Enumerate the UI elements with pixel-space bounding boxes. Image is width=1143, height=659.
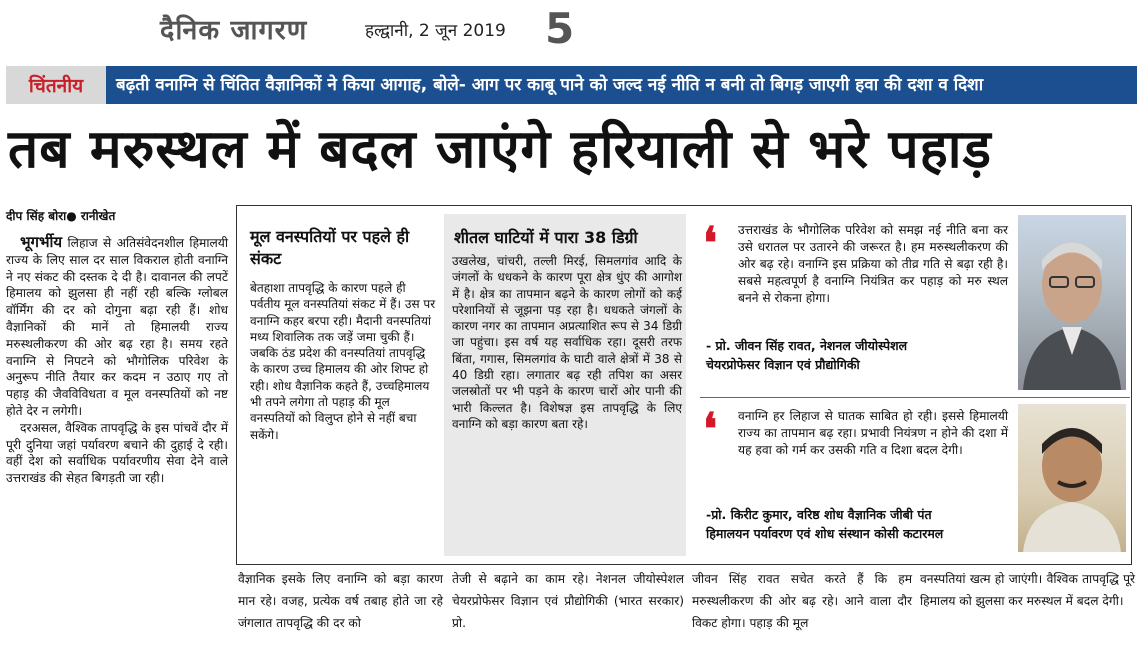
portrait-2-icon bbox=[1018, 404, 1126, 552]
kicker-bar bbox=[6, 66, 1137, 104]
quote1-attribution bbox=[706, 336, 1006, 374]
bottom-column-1: वैज्ञानिक इसके लिए वनाग्नि को बड़ा कारण मान रहे। वजह, प्रत्येक वर्ष तबाह होते जा रहे जंगलात तापवृद्धि की दर को bbox=[238, 572, 443, 630]
quote2-attribution-line1: -प्रो. किरीट कुमार, वरिष्ठ शोध वैज्ञानिक जीबी पंत bbox=[706, 507, 932, 522]
expert-photo-1 bbox=[1018, 215, 1126, 390]
lead-word: भूगर्भीय bbox=[20, 233, 63, 251]
headline: तब मरुस्थल में बदल जाएंगे हरियाली से भरे पहाड़ bbox=[8, 119, 992, 180]
sidebar2-body: उखलेख, चांचरी, तल्ली मिरई, सिमलगांव आदि के जंगलों के धधकने के कारण पूरा क्षेत्र धुंए की आगोश में है। क्षेत्र का तापमान बढ़ने के कारण लोगों को कई परेशानियों से जूझना पड़ रहा है। धधकते जंगलों के कारण नगर का तापमान अप्रत्याशित रूप से 34 डिग्री जा पहुंचा। इस वर्ष यह सर्वाधिक रहा। दूसरी तरफ बिंता, गगास, सिमलगांव के घाटी वाले क्षेत्रों में 38 से 40 डिग्री रहा। लगातार बढ़ रही तपिश का असर जलस्रोतों पर भी पड़ने के कारण चारों ओर पानी की भारी किल्लत है। विशेषज्ञ इस तापवृद्धि के लिए वनाग्नि को बड़ा कारण बता रहे। bbox=[452, 254, 682, 431]
quote2-text: वनाग्नि हर लिहाज से घातक साबित हो रही। इससे हिमालयी राज्य का तापमान बढ़ रहा। प्रभावी नियंत्रण न होने की दशा में यह हवा को गर्म कर उसकी गति व दिशा बदल देगी। bbox=[738, 409, 1008, 457]
quote2-attribution bbox=[706, 505, 1026, 543]
sidebar1-title: मूल वनस्पतियों पर पहले ही संकट bbox=[250, 227, 410, 268]
kicker-label: चिंतनीय bbox=[6, 66, 106, 104]
quote-mark-icon: ❛ bbox=[703, 404, 718, 455]
quote1-attribution-line2: चेयरप्रोफेसर विज्ञान एवं प्रौद्योगिकी bbox=[706, 357, 860, 372]
quote2-attribution-line2: हिमालयन पर्यावरण एवं शोध संस्थान कोसी कटारमल bbox=[706, 526, 944, 541]
bottom-column-3: जीवन सिंह रावत सचेत करते हैं कि हम मरुस्थलीकरण की ओर बढ़ रहे। आने वाला दौर विकट होगा। पहाड़ की मूल bbox=[692, 572, 912, 630]
newspaper-name: दैनिक जागरण bbox=[160, 15, 308, 46]
quote1-text: उत्तराखंड के भौगोलिक परिवेश को समझ नई नीति बना कर उसे धरातल पर उतारने की जरूरत है। हम मरुस्थलीकरण की ओर बढ़ रहे। वनाग्नि इस प्रक्रिया को तीव्र गति से बढ़ा रही है। सबसे महत्वपूर्ण है वनाग्नि नियंत्रित कर पहाड़ को मरु स्थल बनने से रोकना होगा। bbox=[738, 223, 1008, 305]
main-story-para2: दरअसल, वैश्विक तापवृद्धि के इस पांचवें दौर में पूरी दुनिया जहां पर्यावरण बचाने की दुहाई दे रही। वहीं देश को सर्वाधिक पर्यावरणीय सेवा देने वाले उत्तराखंड की सेहत बिगड़ती जा रही। bbox=[6, 420, 228, 486]
bottom-column-2: तेजी से बढ़ाने का काम रहे। नेशनल जीयोस्पेशल चेयरप्रोफेसर विज्ञान एवं प्रौद्योगिकी (भारत सरकार) प्रो. bbox=[452, 572, 684, 630]
main-story-para1 bbox=[6, 234, 228, 420]
quote-divider bbox=[700, 397, 1130, 398]
sidebar1-body: बेतहाशा तापवृद्धि के कारण पहले ही पर्वतीय मूल वनस्पतियां संकट में हैं। उस पर वनाग्नि कहर बरपा रही। मैदानी वनस्पतियां मध्य शिवालिक तक जड़ें जमा चुकी हैं। जबकि ठंड प्रदेश की वनस्पतियां तापवृद्धि के कारण उच्च हिमालय की ओर शिफ्ट हो रही। शोध वैज्ञानिक कहते हैं, उच्चहिमालय भी तपने लगेगा तो पहाड़ की मूल वनस्पतियों को विलुप्त होने से नहीं बचा सकेंगे। bbox=[250, 281, 436, 442]
main-story-para1-text: लिहाज से अतिसंवेदनशील हिमालयी राज्य के लिए साल दर साल विकराल होती वनाग्नि ने नए संकट की दस्तक दे दी है। दावानल की लपटें हिमालय को झुलसा ही नहीं रही बल्कि ग्लोबल वॉर्मिंग की दर को दोगुना बढ़ा रही हैं। शोध वैज्ञानिकों की मानें तो हिमालयी राज्य मरुस्थलीकरण की ओर बढ़ रहा है। समय रहते वनाग्नि से निपटने को भौगोलिक परिवेश के अनुरूप नीति तैयार कर कदम न उठाए गए तो पहाड़ की जैवविविधता व मूल वनस्पतियों को नष्ट होते देर न लगेगी। bbox=[6, 236, 228, 418]
kicker-text: बढ़ती वनाग्नि से चिंतित वैज्ञानिकों ने किया आगाह, बोले- आग पर काबू पाने को जल्द नई नीति न बनी तो बिगड़ जाएगी हवा की दशा व दिशा bbox=[116, 75, 984, 95]
sidebar2-title: शीतल घाटियों में पारा 38 डिग्री bbox=[454, 228, 638, 247]
page-number: 5 bbox=[545, 4, 575, 53]
bottom-column-4: वनस्पतियां खत्म हो जाएंगी। वैश्विक तापवृद्धि पूरे हिमालय को झुलसा कर मरुस्थल में बदल देगी। bbox=[920, 572, 1135, 608]
byline: दीप सिंह बोरा● रानीखेत bbox=[6, 209, 116, 223]
masthead bbox=[0, 0, 1143, 62]
portrait-1-icon bbox=[1018, 215, 1126, 390]
expert-photo-2 bbox=[1018, 404, 1126, 552]
quote1-attribution-line1: - प्रो. जीवन सिंह रावत, नेशनल जीयोस्पेशल bbox=[706, 338, 908, 353]
dateline: हल्द्वानी, 2 जून 2019 bbox=[365, 21, 506, 41]
quote-mark-icon: ❛ bbox=[703, 218, 718, 269]
main-story bbox=[6, 234, 228, 487]
